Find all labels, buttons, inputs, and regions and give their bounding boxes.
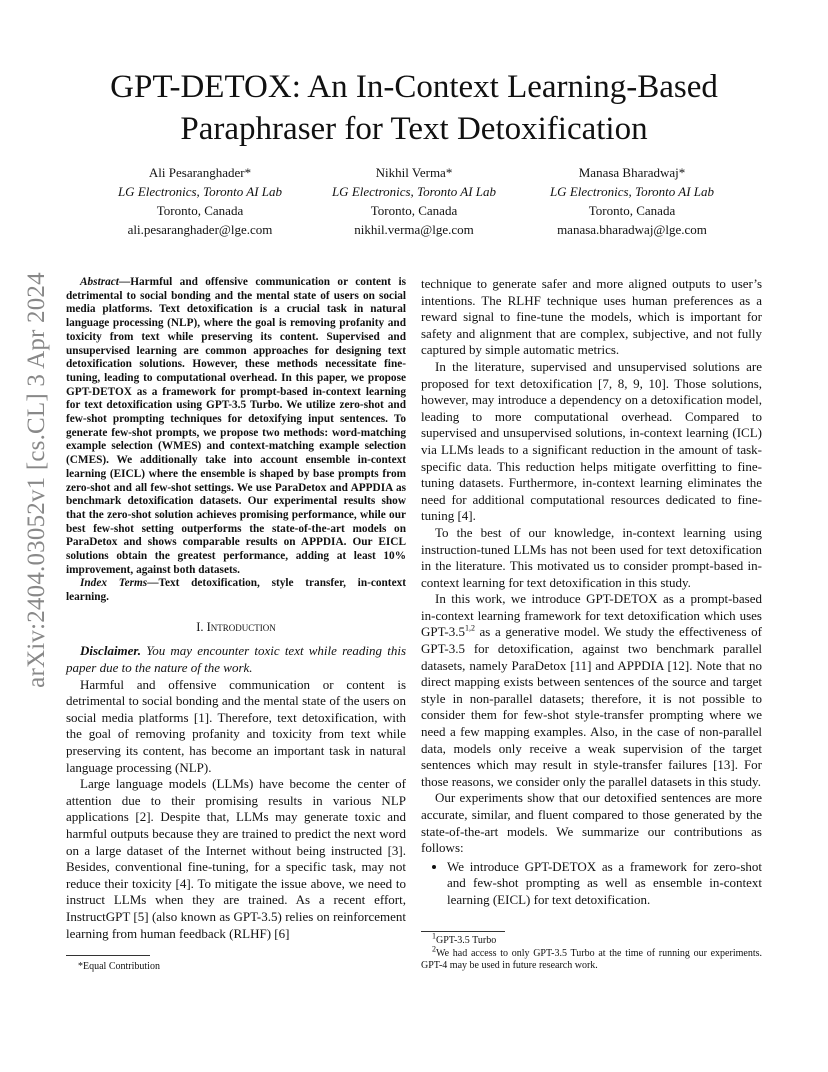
author-name: Ali Pesaranghader* — [148, 165, 252, 180]
author-email: nikhil.verma@lge.com — [354, 222, 474, 237]
author-block — [80, 163, 320, 239]
paragraph: In the literature, supervised and unsupervised solutions are proposed for text detoxification [7, 8, 9, 10]. Those solutions, however, may introduce a dependency on a detoxification model, leading to more computational overhead. Compared to supervised and unsupervised solutions, in-context learning (ICL) via LLMs leads to a significant reduction in the amount of task-specific data. This reduction helps mitigate overfitting to fine-tuning datasets. Furthermore, in-context learning eliminates the need for additional computational resources dedicated to fine-tuning [4]. — [421, 358, 762, 524]
author-location: Toronto, Canada — [588, 203, 676, 218]
author-location: Toronto, Canada — [370, 203, 458, 218]
list-item: • We introduce GPT-DETOX as a framework for zero-shot and few-shot prompting as well as ensemble in-context learning (EICL) for text detoxification. — [447, 859, 762, 909]
footnote-1: $^1$GPT-3.5 Turbo — [432, 931, 497, 946]
disclaimer-text: You may encounter toxic text while reading this paper due to the nature of the work. — [66, 643, 406, 676]
index-terms-label: Index Terms — [80, 577, 148, 590]
abstract-text: —Harmful and offensive communication or content is detrimental to social bonding and the mental state of users on social media platforms. Text detoxification is a crucial task in natural language processing (NLP), where the goal is removing profanity and toxicity from text while preserving its content. Supervised and unsupervised learning are common approaches for designing text detoxification solutions. However, these methods necessitate fine-tuning, leading to computational overhead. In this paper, we propose GPT-DETOX as a framework for prompt-based in-context learning for text detoxification using GPT-3.5 Turbo. We utilize zero-shot and few-shot prompting techniques for detoxifying input sentences. To generate few-shot prompts, we propose two methods: word-matching example selection (WMES) and context-matching example selection (CMES). We additionally take into account ensemble in-context learning (EICL) where the ensemble is shaped by base prompts from zero-shot and all few-shot settings. We use ParaDetox and APPDIA as benchmark detoxification datasets. Our experimental results show that the zero-shot solution achieves promising performance, while our best few-shot setting outperforms the state-of-the-art models on ParaDetox and shows comparable results on APPDIA. Our EICL solutions obtain the greatest performance, adding at least 10% improvement, against both datasets. — [66, 276, 406, 576]
paper-title — [0, 66, 828, 150]
author-block — [294, 163, 534, 239]
section-heading — [66, 619, 406, 636]
author-name: Manasa Bharadwaj* — [578, 165, 686, 180]
abstract — [66, 276, 406, 577]
paragraph: Our experiments show that our detoxified sentences are more accurate, similar, and fluent compared to those generated by the state-of-the-art models. We summarize our contributions as follows: — [421, 790, 762, 856]
paragraph — [421, 591, 762, 790]
index-terms-text: —Text detoxification, style transfer, in-context learning. — [66, 577, 406, 604]
paragraph-text: In this work, we introduce GPT-DETOX as a prompt-based in-context learning framework for text detoxification which uses GPT-3.5 — [421, 591, 762, 640]
footnote-2: $^2$We had access to only GPT-3.5 Turbo at the time of running our experiments. GPT-4 may be used in future research work. — [421, 944, 762, 971]
title-part: : An In-Context Learning-Based — [291, 69, 718, 105]
author-affiliation: LG Electronics, Toronto AI Lab — [117, 184, 283, 199]
title-part: GPT-D — [110, 69, 205, 105]
right-column — [421, 276, 762, 909]
footnote-text: GPT-3.5 Turbo — [436, 935, 497, 946]
author-affiliation: LG Electronics, Toronto AI Lab — [331, 184, 497, 199]
paragraph: Harmful and offensive communication or content is detrimental to social bonding and the mental state of the users on social media platforms [1]. Therefore, text detoxification, with the goal of removing profanity and toxicity from text while preserving its content, has become an important task in natural language processing (NLP). — [66, 676, 406, 775]
paragraph: technique to generate safer and more aligned outputs to user’s intentions. The RLHF technique uses human preferences as a reward signal to fine-tune the models, which is important for safety and alignment that are complex, subjective, and not fully captured by simple automatic metrics. — [421, 276, 762, 358]
disclaimer — [66, 643, 406, 676]
contributions-list — [421, 859, 762, 909]
section-heading-text: I. Introduction — [196, 619, 276, 634]
index-terms — [66, 577, 406, 604]
paragraph-text: as a generative model. We study the effectiveness of GPT-3.5 for detoxification, against two benchmark parallel datasets, namely ParaDetox [11] and APPDIA [12]. Note that no direct mapping exists between sentences of the source and target style in non-parallel datasets; therefore, it is not possible to consider them for few-shot style-transfer prompting where we need a few mapping examples. Also, in the case of non-parallel data, models only receive a weak supervision of the target sentences which may result in style-transfer failures [13]. For those reasons, we consider only the parallel datasets in this study. — [421, 624, 762, 789]
author-block — [512, 163, 752, 239]
left-column — [66, 276, 406, 942]
footnote-rule — [66, 955, 150, 956]
arxiv-id: arXiv:2404.03052v1 [cs.CL] 3 Apr 2024 — [23, 272, 50, 688]
author-location: Toronto, Canada — [156, 203, 244, 218]
footnote-text: We had access to only GPT-3.5 Turbo at the time of running our experiments. GPT-4 may be used in future research work. — [421, 948, 762, 971]
abstract-label: Abstract — [80, 276, 119, 288]
disclaimer-label: Disclaimer. — [80, 643, 142, 659]
title-smallcaps: ETOX — [204, 69, 292, 105]
arxiv-stamp — [22, 270, 52, 690]
author-name: Nikhil Verma* — [375, 165, 453, 180]
footnote-ref: 1,2 — [464, 624, 475, 634]
author-email: ali.pesaranghader@lge.com — [127, 222, 273, 237]
paragraph: To the best of our knowledge, in-context learning using instruction-tuned LLMs has not been used for text detoxification in the literature. This motivated us to consider prompt-based in-context learning for text detoxification in this study. — [421, 524, 762, 590]
title-line-2: Paraphraser for Text Detoxification — [180, 111, 648, 147]
author-affiliation: LG Electronics, Toronto AI Lab — [549, 184, 715, 199]
paragraph: Large language models (LLMs) have become the center of attention due to their promising results in various NLP applications [2]. Despite that, LLMs may generate toxic and harmful outputs because they are trained to predict the next word on a large dataset of the Internet without being instructed [3]. Besides, conventional fine-tuning, for a specific task, may not reduce their toxicity [4]. To mitigate the issue above, we need to instruct LLMs when they are trained. As a recent effort, InstructGPT [5] (also known as GPT-3.5) relies on reinforcement learning from human feedback (RLHF) [6] — [66, 776, 406, 941]
footnote-equal-contribution: *Equal Contribution — [78, 961, 160, 972]
author-email: manasa.bharadwaj@lge.com — [557, 222, 707, 237]
